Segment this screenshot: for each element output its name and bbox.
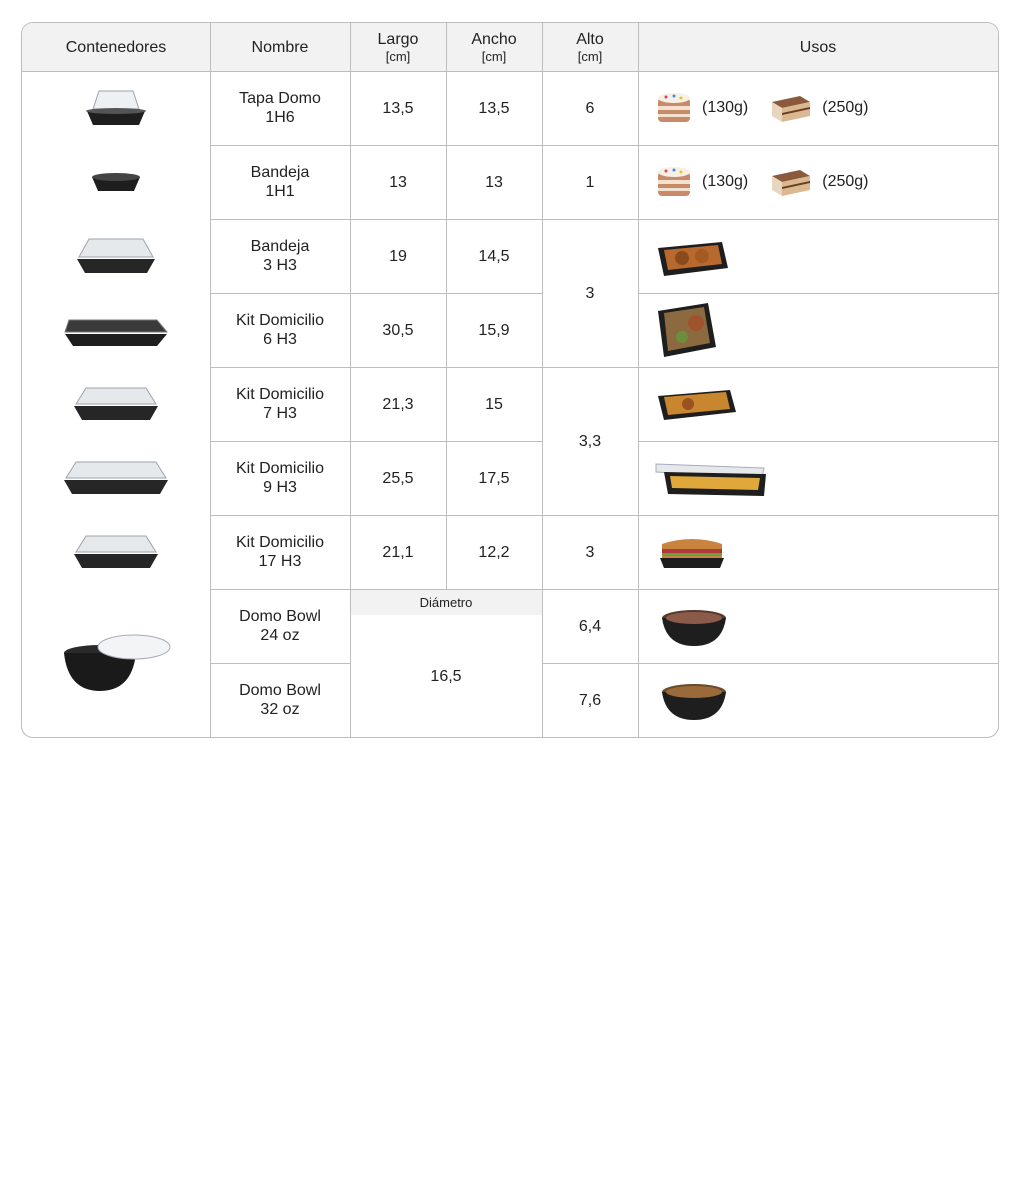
col-divider bbox=[210, 23, 211, 737]
sandwich-tray-icon bbox=[654, 532, 730, 572]
kit-7h3-container-icon bbox=[70, 382, 162, 426]
name-line2: 7 H3 bbox=[263, 405, 297, 422]
alto-value: 6,4 bbox=[578, 617, 602, 635]
tiramisu-weight: (250g) bbox=[822, 173, 869, 190]
usos-tiramisu bbox=[768, 162, 868, 202]
row-divider bbox=[638, 441, 998, 442]
header-largo bbox=[350, 23, 446, 71]
usos-cell bbox=[638, 219, 998, 293]
alto-value: 1 bbox=[585, 173, 595, 191]
container-image-bandeja-3h3 bbox=[22, 219, 210, 293]
name-cell bbox=[210, 589, 350, 663]
usos-cell bbox=[638, 71, 998, 145]
name-line1: Bandeja bbox=[250, 164, 310, 181]
name-line2: 3 H3 bbox=[263, 257, 297, 274]
header-contenedores-label: Contenedores bbox=[65, 38, 167, 56]
row-divider bbox=[210, 589, 998, 590]
product-table bbox=[21, 22, 999, 738]
row-divider bbox=[210, 441, 542, 442]
name-cell bbox=[210, 293, 350, 367]
header-usos bbox=[638, 23, 998, 71]
tiramisu-weight: (250g) bbox=[822, 99, 869, 116]
header-largo-label: Largo bbox=[377, 31, 419, 48]
usos-tiramisu bbox=[768, 88, 868, 128]
bowl-rice-icon bbox=[654, 676, 734, 724]
usos-cell bbox=[638, 293, 998, 367]
bandeja-1h1-container-icon bbox=[86, 167, 146, 197]
usos-cell bbox=[638, 589, 998, 663]
kit-9h3-container-icon bbox=[62, 456, 170, 500]
name-line1: Kit Domicilio bbox=[235, 534, 324, 551]
header-alto-unit: [cm] bbox=[577, 49, 603, 64]
name-line2: 17 H3 bbox=[258, 553, 302, 570]
row-divider bbox=[210, 663, 350, 664]
alto-value-merged: 3,3 bbox=[578, 432, 602, 450]
name-cell bbox=[210, 515, 350, 589]
usos-cell bbox=[638, 441, 998, 515]
name-cell bbox=[210, 663, 350, 737]
ancho-value: 13,5 bbox=[478, 99, 510, 117]
name-line1: Domo Bowl bbox=[239, 682, 321, 699]
alto-value-merged: 3 bbox=[585, 284, 595, 302]
container-image-domo-bowl bbox=[22, 589, 210, 737]
diametro-label: Diámetro bbox=[350, 589, 542, 615]
row-divider bbox=[210, 145, 998, 146]
name-line1: Bandeja bbox=[250, 238, 310, 255]
bandeja-3h3-container-icon bbox=[71, 233, 161, 279]
largo-value: 13,5 bbox=[382, 99, 414, 117]
cake-icon bbox=[654, 88, 694, 128]
container-image-kit-6h3 bbox=[22, 293, 210, 367]
name-line2: 1H6 bbox=[265, 109, 295, 126]
header-nombre-label: Nombre bbox=[251, 38, 309, 56]
rice-chicken-tray-icon bbox=[654, 301, 718, 359]
cake-icon bbox=[654, 162, 694, 202]
name-line1: Kit Domicilio bbox=[235, 386, 324, 403]
container-image-kit-9h3 bbox=[22, 441, 210, 515]
header-ancho-unit: [cm] bbox=[481, 49, 507, 64]
name-line1: Tapa Domo bbox=[239, 90, 321, 107]
largo-value: 25,5 bbox=[382, 469, 414, 487]
header-largo-unit: [cm] bbox=[385, 49, 411, 64]
alto-value: 6 bbox=[585, 99, 595, 117]
name-cell bbox=[210, 71, 350, 145]
tiramisu-icon bbox=[768, 88, 814, 128]
row-divider bbox=[542, 663, 998, 664]
row-divider bbox=[210, 515, 998, 516]
fries-long-tray-icon bbox=[654, 456, 768, 500]
container-image-kit-17h3 bbox=[22, 515, 210, 589]
col-divider bbox=[638, 23, 639, 737]
row-divider bbox=[210, 293, 542, 294]
name-line2: 6 H3 bbox=[263, 331, 297, 348]
row-divider bbox=[210, 219, 998, 220]
ancho-value: 15,9 bbox=[478, 321, 510, 339]
diametro-value: 16,5 bbox=[430, 667, 462, 685]
ancho-value: 14,5 bbox=[478, 247, 510, 265]
tapa-domo-container-icon bbox=[81, 85, 151, 131]
largo-value: 21,1 bbox=[382, 543, 414, 561]
usos-cell bbox=[638, 145, 998, 219]
name-line1: Kit Domicilio bbox=[235, 460, 324, 477]
bowl-salad-icon bbox=[654, 602, 734, 650]
usos-cake bbox=[654, 88, 748, 128]
container-image-kit-7h3 bbox=[22, 367, 210, 441]
header-ancho bbox=[446, 23, 542, 71]
kit-17h3-container-icon bbox=[70, 530, 162, 574]
row-divider bbox=[638, 293, 998, 294]
usos-cell bbox=[638, 663, 998, 737]
container-image-bandeja-1h1 bbox=[22, 145, 210, 219]
header-contenedores bbox=[22, 23, 210, 71]
row-divider bbox=[210, 367, 998, 368]
col-divider bbox=[446, 23, 447, 589]
alto-value: 3 bbox=[585, 543, 595, 561]
fried-chicken-tray-icon bbox=[654, 232, 730, 280]
name-line2: 24 oz bbox=[260, 627, 300, 644]
ancho-value: 13 bbox=[485, 173, 503, 191]
largo-value: 30,5 bbox=[382, 321, 414, 339]
name-cell bbox=[210, 367, 350, 441]
name-cell bbox=[210, 219, 350, 293]
header-alto bbox=[542, 23, 638, 71]
largo-value: 21,3 bbox=[382, 395, 414, 413]
name-cell bbox=[210, 145, 350, 219]
usos-cake bbox=[654, 162, 748, 202]
header-usos-label: Usos bbox=[799, 38, 837, 56]
name-line1: Domo Bowl bbox=[239, 608, 321, 625]
usos-cell bbox=[638, 367, 998, 441]
col-divider bbox=[542, 23, 543, 737]
header-ancho-label: Ancho bbox=[471, 31, 517, 48]
ancho-value: 12,2 bbox=[478, 543, 510, 561]
name-line2: 1H1 bbox=[265, 183, 295, 200]
chicken-fries-tray-icon bbox=[654, 382, 738, 426]
name-line2: 9 H3 bbox=[263, 479, 297, 496]
container-image-tapa-domo bbox=[22, 71, 210, 145]
alto-value: 7,6 bbox=[578, 691, 602, 709]
tiramisu-icon bbox=[768, 162, 814, 202]
largo-value: 13 bbox=[389, 173, 407, 191]
header-nombre bbox=[210, 23, 350, 71]
largo-value: 19 bbox=[389, 247, 407, 265]
col-divider bbox=[350, 23, 351, 737]
ancho-value: 15 bbox=[485, 395, 503, 413]
name-cell bbox=[210, 441, 350, 515]
name-line2: 32 oz bbox=[260, 701, 300, 718]
name-line1: Kit Domicilio bbox=[235, 312, 324, 329]
header-alto-label: Alto bbox=[576, 31, 604, 48]
row-divider bbox=[22, 71, 998, 72]
cake-weight: (130g) bbox=[702, 99, 749, 116]
usos-cell bbox=[638, 515, 998, 589]
cake-weight: (130g) bbox=[702, 173, 749, 190]
domo-bowl-container-icon bbox=[60, 631, 172, 695]
kit-6h3-container-icon bbox=[61, 308, 171, 352]
ancho-value: 17,5 bbox=[478, 469, 510, 487]
